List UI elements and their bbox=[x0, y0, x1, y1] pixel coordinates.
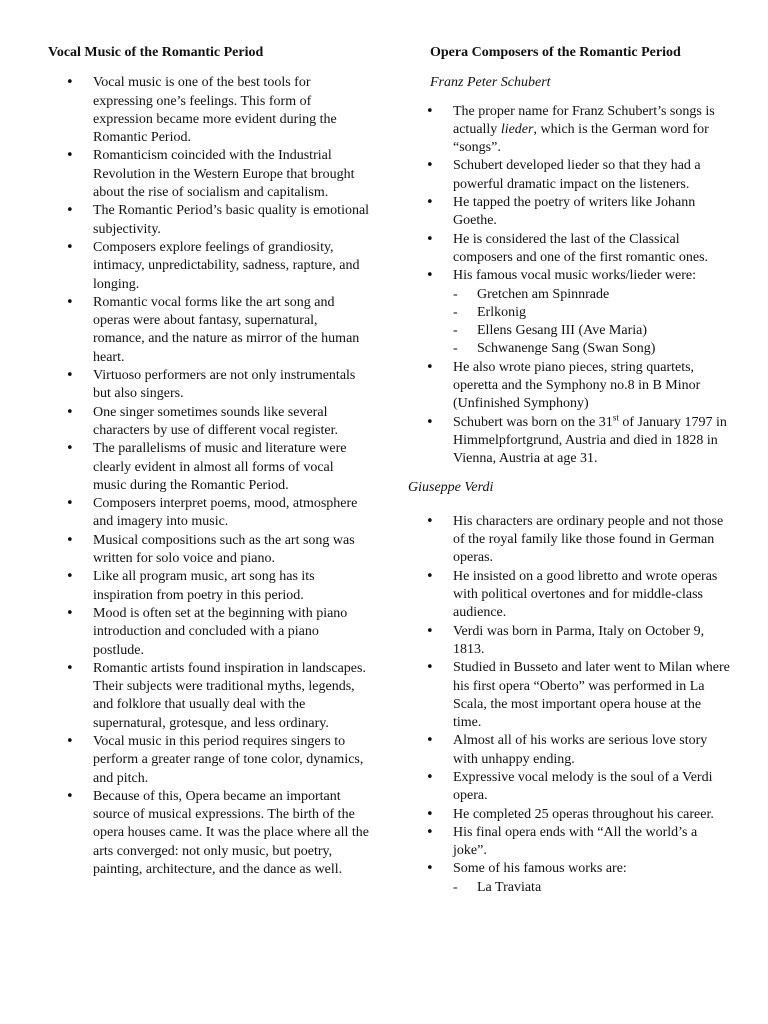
bullet-item bbox=[408, 267, 730, 358]
bullet-item: • The Romantic Period’s basic quality is emotional subjectivity. bbox=[48, 202, 370, 239]
bullet-item bbox=[408, 411, 730, 469]
bullet-item: • He also wrote piano pieces, string quartets, operetta and the Symphony no.8 in B Minor (Unfinished Symphony) bbox=[408, 359, 730, 414]
left-column bbox=[48, 44, 370, 879]
bullet-item: • He is considered the last of the Classical composers and one of the first romantic ones. bbox=[408, 231, 730, 268]
bullet-item: • Vocal music in this period requires singers to perform a greater range of tone color, dynamics, and pitch. bbox=[48, 733, 370, 788]
work-item: - Gretchen am Spinnrade bbox=[453, 286, 730, 304]
bullet-item: • His characters are ordinary people and not those of the royal family like those found in German operas. bbox=[408, 513, 730, 568]
bullet-text: His famous vocal music works/lieder were: bbox=[453, 268, 696, 284]
verdi-bullet-list bbox=[408, 513, 730, 897]
bullet-item: • Because of this, Opera became an important source of musical expressions. The birth of the opera houses came. It was the place where all the arts converged: not only music, but poetry, painting, architecture, and the dance as well. bbox=[48, 788, 370, 879]
romantic-vocal-bullet-list bbox=[48, 74, 370, 879]
right-column bbox=[408, 44, 730, 897]
right-heading: Opera Composers of the Romantic Period bbox=[430, 45, 681, 60]
composer-name-verdi: Giuseppe Verdi bbox=[408, 479, 494, 495]
bullet-item: • Romantic artists found inspiration in landscapes. Their subjects were traditional myths, legends, and folklore that usually deal with the supernatural, grotesque, and less ordinary. bbox=[48, 660, 370, 733]
work-item: - Schwanenge Sang (Swan Song) bbox=[453, 340, 730, 358]
bullet-item: • Vocal music is one of the best tools for expressing one’s feelings. This form of expression became more evident during the Romantic Period. bbox=[48, 74, 370, 147]
bullet-item: • Almost all of his works are serious love story with unhappy ending. bbox=[408, 732, 730, 769]
bullet-item: • Romantic vocal forms like the art song and operas were about fantasy, supernatural, romance, and the nature as mirror of the human heart. bbox=[48, 294, 370, 367]
bullet-item: • The parallelisms of music and literature were clearly evident in almost all forms of vocal music during the Romantic Period. bbox=[48, 440, 370, 495]
composer-name-schubert: Franz Peter Schubert bbox=[430, 75, 551, 91]
bullet-item: • Virtuoso performers are not only instrumentals but also singers. bbox=[48, 367, 370, 404]
lieder-term: lieder bbox=[500, 121, 534, 137]
schubert-bullet-list bbox=[408, 103, 730, 469]
bullet-item: • He tapped the poetry of writers like Johann Goethe. bbox=[408, 194, 730, 231]
bullet-item: • His final opera ends with “All the world’s a joke”. bbox=[408, 824, 730, 861]
bullet-item: • Verdi was born in Parma, Italy on October 9, 1813. bbox=[408, 623, 730, 660]
ordinal-suffix: st bbox=[612, 411, 619, 422]
bullet-item: • One singer sometimes sounds like several characters by use of different vocal register. bbox=[48, 404, 370, 441]
work-item: - La Traviata bbox=[453, 879, 730, 897]
bullet-item: • Romanticism coincided with the Industrial Revolution in the Western Europe that brought about the rise of socialism and capitalism. bbox=[48, 147, 370, 202]
bullet-text: Schubert was born on the 31 bbox=[453, 414, 613, 430]
bullet-item: • Composers explore feelings of grandiosity, intimacy, unpredictability, sadness, rapture, and longing. bbox=[48, 239, 370, 294]
left-heading: Vocal Music of the Romantic Period bbox=[48, 45, 264, 60]
schubert-works-list bbox=[453, 286, 730, 359]
bullet-item: • Like all program music, art song has its inspiration from poetry in this period. bbox=[48, 568, 370, 605]
bullet-item: • Studied in Busseto and later went to Milan where his first opera “Oberto” was performed in La Scala, the most important opera house at the time. bbox=[408, 659, 730, 732]
bullet-item: • Expressive vocal melody is the soul of a Verdi opera. bbox=[408, 769, 730, 806]
bullet-item: • Mood is often set at the beginning with piano introduction and concluded with a piano postlude. bbox=[48, 605, 370, 660]
bullet-item bbox=[408, 860, 730, 897]
bullet-text: of January 1797 in Himmelpfortgrund, Austria and died in 1828 in Vienna, Austria at age 31. bbox=[453, 414, 727, 467]
work-item: - Ellens Gesang III (Ave Maria) bbox=[453, 322, 730, 340]
work-item: - Erlkonig bbox=[453, 304, 730, 322]
bullet-text: , which is the German word for “songs”. bbox=[453, 121, 709, 156]
bullet-item: • He insisted on a good libretto and wrote operas with political overtones and for middle-class audience. bbox=[408, 568, 730, 623]
bullet-item bbox=[408, 103, 730, 158]
verdi-works-list bbox=[453, 879, 730, 897]
bullet-item: • Musical compositions such as the art song was written for solo voice and piano. bbox=[48, 532, 370, 569]
bullet-item: • Composers interpret poems, mood, atmosphere and imagery into music. bbox=[48, 495, 370, 532]
bullet-item: • He completed 25 operas throughout his career. bbox=[408, 806, 730, 824]
bullet-item: • Schubert developed lieder so that they had a powerful dramatic impact on the listeners. bbox=[408, 157, 730, 194]
bullet-text: Some of his famous works are: bbox=[453, 861, 627, 877]
bullet-text: The proper name for Franz Schubert’s songs is actually bbox=[453, 103, 715, 137]
